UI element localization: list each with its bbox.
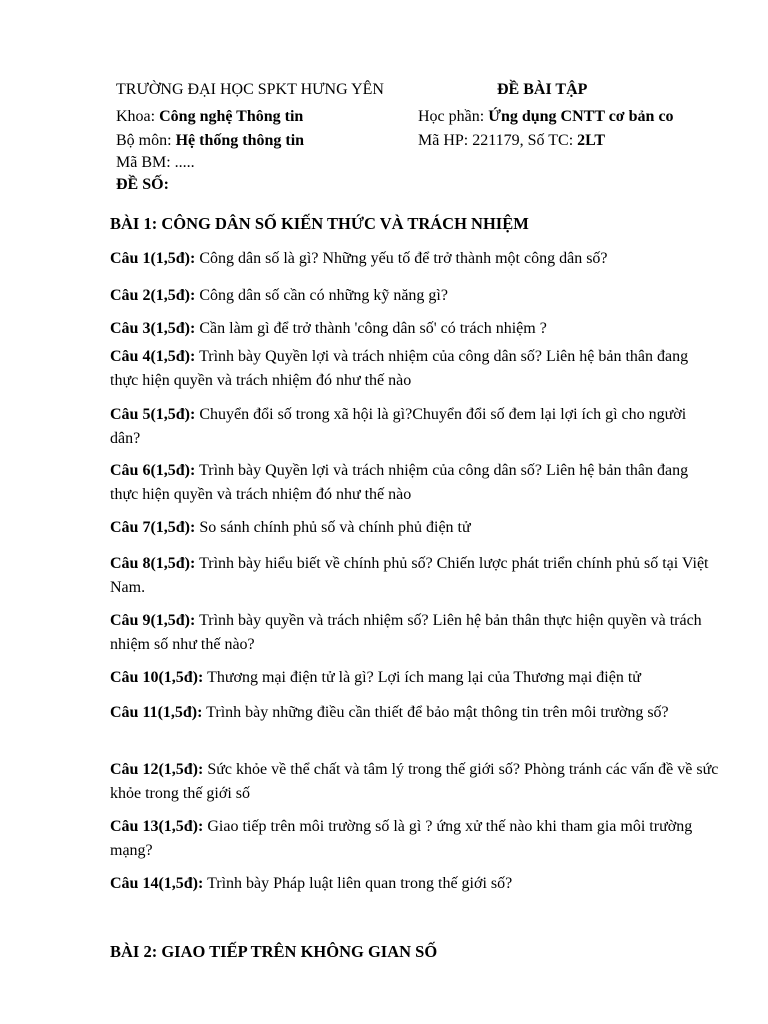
question-item — [110, 459, 720, 507]
credits-value: 2LT — [577, 132, 606, 149]
question-item — [110, 552, 720, 600]
question-text: So sánh chính phủ số và chính phủ điện tử — [199, 519, 471, 536]
department-line — [116, 129, 304, 153]
course-line — [418, 105, 674, 129]
question-text: Chuyển đổi số trong xã hội là gì?Chuyển đổi số đem lại lợi ích gì cho người dân? — [110, 406, 687, 447]
question-label: Câu 11(1,5đ): — [110, 704, 203, 721]
question-text: Công dân số là gì? Những yếu tố để trở thành một công dân số? — [199, 250, 608, 267]
question-text: Trình bày Quyền lợi và trách nhiệm của công dân số? Liên hệ bản thân đang thực hiện quyền và trách nhiệm đó như thế nào — [110, 462, 689, 503]
faculty-value: Công nghệ Thông tin — [159, 108, 304, 125]
question-item — [110, 516, 720, 540]
document-title: ĐỀ BÀI TẬP — [497, 81, 588, 98]
question-text: Trình bày Pháp luật liên quan trong thế giới số? — [207, 875, 513, 892]
course-value: Ứng dụng CNTT cơ bản co — [488, 108, 674, 125]
question-label: Câu 4(1,5đ): — [110, 348, 196, 365]
question-label: Câu 5(1,5đ): — [110, 406, 196, 423]
question-item — [110, 609, 720, 657]
question-label: Câu 6(1,5đ): — [110, 462, 196, 479]
department-code: Mã BM: ..... — [116, 154, 195, 171]
question-label: Câu 13(1,5đ): — [110, 818, 204, 835]
question-text: Cần làm gì để trở thành 'công dân số' có trách nhiệm ? — [199, 320, 547, 337]
question-item — [110, 815, 720, 863]
question-item — [110, 247, 720, 271]
question-label: Câu 8(1,5đ): — [110, 555, 196, 572]
question-label: Câu 9(1,5đ): — [110, 612, 196, 629]
question-text: Giao tiếp trên môi trường số là gì ? ứng xử thế nào khi tham gia môi trường mạng? — [110, 818, 693, 859]
question-item — [110, 758, 720, 806]
question-label: Câu 12(1,5đ): — [110, 761, 204, 778]
department-label: Bộ môn: — [116, 132, 172, 149]
question-item — [110, 284, 720, 308]
question-item — [110, 403, 720, 451]
course-code-line — [418, 129, 605, 153]
school-name: TRƯỜNG ĐẠI HỌC SPKT HƯNG YÊN — [116, 81, 384, 98]
faculty-line — [116, 105, 303, 129]
course-label: Học phần: — [418, 108, 485, 125]
question-item — [110, 666, 720, 690]
question-label: Câu 3(1,5đ): — [110, 320, 196, 337]
question-label: Câu 7(1,5đ): — [110, 519, 196, 536]
exam-number: ĐỀ SỐ: — [116, 176, 169, 193]
question-label: Câu 10(1,5đ): — [110, 669, 204, 686]
question-text: Trình bày hiểu biết về chính phủ số? Chiến lược phát triển chính phủ số tại Việt Nam. — [110, 555, 709, 596]
course-code-text: Mã HP: 221179, Số TC: — [418, 132, 574, 149]
question-item — [110, 872, 720, 896]
question-item — [110, 345, 720, 393]
question-label: Câu 1(1,5đ): — [110, 250, 196, 267]
question-item — [110, 701, 720, 725]
department-value: Hệ thống thông tin — [175, 132, 305, 149]
question-item — [110, 317, 720, 341]
question-text: Trình bày Quyền lợi và trách nhiệm của công dân số? Liên hệ bản thân đang thực hiện quyền và trách nhiệm đó như thế nào — [110, 348, 689, 389]
faculty-label: Khoa: — [116, 108, 156, 125]
section-1-title: BÀI 1: CÔNG DÂN SỐ KIẾN THỨC VÀ TRÁCH NHIỆM — [110, 214, 529, 233]
question-text: Sức khỏe về thể chất và tâm lý trong thế giới số? Phòng tránh các vấn đề về sức khỏe trong thế giới số — [110, 761, 719, 802]
question-label: Câu 14(1,5đ): — [110, 875, 204, 892]
question-text: Thương mại điện tử là gì? Lợi ích mang lại của Thương mại điện tử — [207, 669, 641, 686]
question-text: Trình bày những điều cần thiết để bảo mật thông tin trên môi trường số? — [206, 704, 669, 721]
question-text: Trình bày quyền và trách nhiệm số? Liên hệ bản thân thực hiện quyền và trách nhiệm số như thế nào? — [110, 612, 702, 653]
question-label: Câu 2(1,5đ): — [110, 287, 196, 304]
section-2-title: BÀI 2: GIAO TIẾP TRÊN KHÔNG GIAN SỐ — [110, 942, 438, 961]
question-text: Công dân số cần có những kỹ năng gì? — [199, 287, 448, 304]
